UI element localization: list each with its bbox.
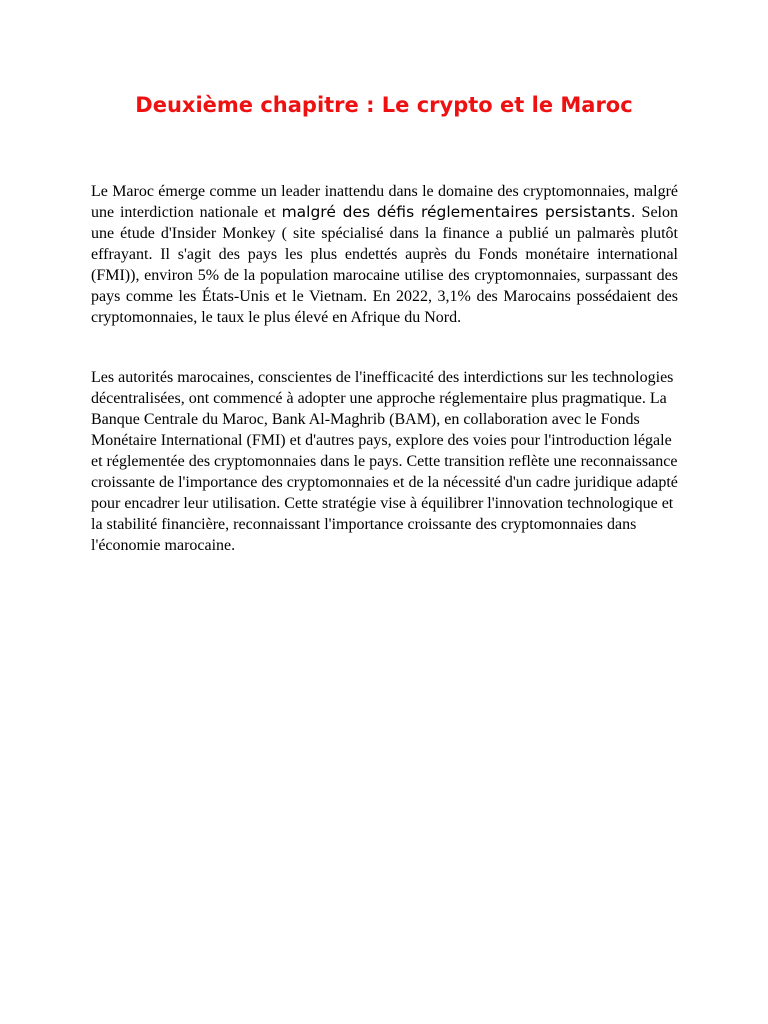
chapter-title: Deuxième chapitre : Le crypto et le Maroc [135,93,633,117]
paragraph-1-text-a: Le Maroc émerge comme un leader inattendu dans le domaine des cryptomonnaies, malgré une interdiction nationale et [91,183,678,221]
paragraph-1-text-c: Selon une étude d'Insider Monkey ( site spécialisé dans la finance a publié un palmarès plutôt effrayant. Il s'agit des pays les plus endettés auprès du Fonds monétaire international (FMI)), environ 5% de la population marocaine utilise des cryptomonnaies, surpassant des pays comme les États-Unis et le Vietnam. En 2022, 3,1% des Marocains possédaient des cryptomonnaies, le taux le plus élevé en Afrique du Nord. [91,204,678,326]
paragraph-1-text-b: malgré des défis réglementaires persistants. [281,203,636,221]
paragraph-2: Les autorités marocaines, conscientes de l'inefficacité des interdictions sur les technologies décentralisées, ont commencé à adopter une approche réglementaire plus pragmatique. La Banque Centrale du Maroc, Bank Al-Maghrib (BAM), en collaboration avec le Fonds Monétaire International (FMI) et d'autres pays, explore des voies pour l'introduction légale et réglementée des cryptomonnaies dans le pays. Cette transition reflète une reconnaissance croissante de l'importance des cryptomonnaies et de la nécessité d'un cadre juridique adapté pour encadrer leur utilisation. Cette stratégie vise à équilibrer l'innovation technologique et la stabilité financière, reconnaissant l'importance croissante des cryptomonnaies dans l'économie marocaine. [91,369,678,554]
paragraph-1 [91,181,678,328]
